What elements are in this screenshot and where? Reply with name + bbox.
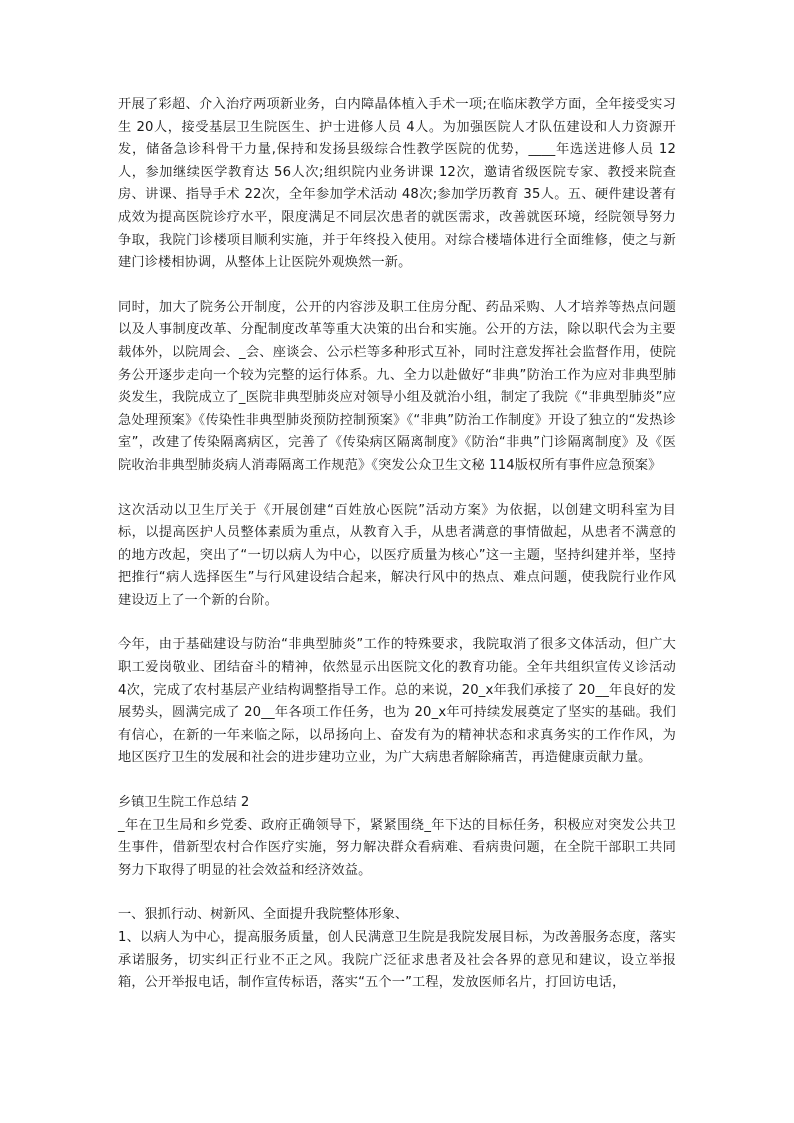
section-title: 乡镇卫生院工作总结 2 <box>118 795 250 811</box>
paragraph-6: 1、以病人为中心，提高服务质量，创人民满意卫生院是我院发展目标，为改善服务态度，落实承诺服务，切实纠正行业不正之风。我院广泛征求患者及社会各界的意见和建议，设立举报箱，公开举报电话，制作宣传标语，落实“五个一”工程，发放医师名片，打回访电话， <box>118 930 676 991</box>
paragraph-1: 开展了彩超、介入治疗两项新业务，白内障晶体植入手术一项;在临床教学方面，全年接受实习生 20人，接受基层卫生院医生、护士进修人员 4人。为加强医院人才队伍建设和人力资源开发，储备急诊科骨干力量,保持和发扬县级综合性教学医院的优势，____年选送进修人员 12人，参加继续医学教育达 56人次;组织院内业务讲课 12次，邀请省级医院专家、教授来院查房、讲课、指导手术 22次，全年参加学术活动 48次;参加学历教育 35人。五、硬件建设著有成效为提高医院诊疗水平，限度满足不同层次患者的就医需求，改善就医环境，经院领导努力争取，我院门诊楼项目顺利实施，并于年终投入使用。对综合楼墙体进行全面维修，使之与新建门诊楼相协调，从整体上让医院外观焕然一新。 <box>118 97 676 271</box>
paragraph-3: 这次活动以卫生厅关于《开展创建“百姓放心医院”活动方案》为依据，以创建文明科室为目标，以提高医护人员整体素质为重点，从教育入手，从患者满意的事情做起，从患者不满意的的地方改起，突出了“一切以病人为中心，以医疗质量为核心”这一主题，坚持纠建并举，坚持把推行“病人选择医生”与行风建设结合起来，解决行风中的热点、难点问题，使我院行业作风建设迈上了一个新的台阶。 <box>118 502 676 608</box>
paragraph-4: 今年，由于基础建设与防治“非典型肺炎”工作的特殊要求，我院取消了很多文体活动，但广大职工爱岗敬业、团结奋斗的精神，依然显示出医院文化的教育功能。全年共组织宣传义诊活动 4次，完成了农村基层产业结构调整指导工作。总的来说，20_x年我们承接了 20__年良好的发展势头，圆满完成了 20__年各项工作任务，也为 20_x年可持续发展奠定了坚实的基础。我们有信心，在新的一年来临之际，以昂扬向上、奋发有为的精神状态和求真务实的工作作风，为地区医疗卫生的发展和社会的进步建功立业，为广大病患者解除痛苦，再造健康贡献力量。 <box>118 637 676 766</box>
document-page <box>118 94 676 995</box>
paragraph-5: _年在卫生局和乡党委、政府正确领导下，紧紧围绕_年下达的目标任务，积极应对突发公共卫生事件，借新型农村合作医疗实施，努力解决群众看病难、看病贵问题，在全院干部职工共同努力下取得了明显的社会效益和经济效益。 <box>118 817 676 878</box>
subsection-heading: 一、狠抓行动、树新风、全面提升我院整体形象、 <box>118 907 409 923</box>
paragraph-2: 同时，加大了院务公开制度，公开的内容涉及职工住房分配、药品采购、人才培养等热点问题以及人事制度改革、分配制度改革等重大决策的出台和实施。公开的方法，除以职代会为主要载体外，以院周会、_会、座谈会、公示栏等多种形式互补，同时注意发挥社会监督作用，使院务公开逐步走向一个较为完整的运行体系。九、全力以赴做好“非典”防治工作为应对非典型肺炎发生，我院成立了_医院非典型肺炎应对领导小组及就治小组，制定了我院《“非典型肺炎”应急处理预案》《传染性非典型肺炎预防控制预案》《“非典”防治工作制度》开设了独立的“发热诊室”，改建了传染隔离病区，完善了《传染病区隔离制度》《防治“非典”门诊隔离制度》及《医院收治非典型肺炎病人消毒隔离工作规范》《突发公众卫生文秘 114版权所有事件应急预案》 <box>118 299 676 473</box>
